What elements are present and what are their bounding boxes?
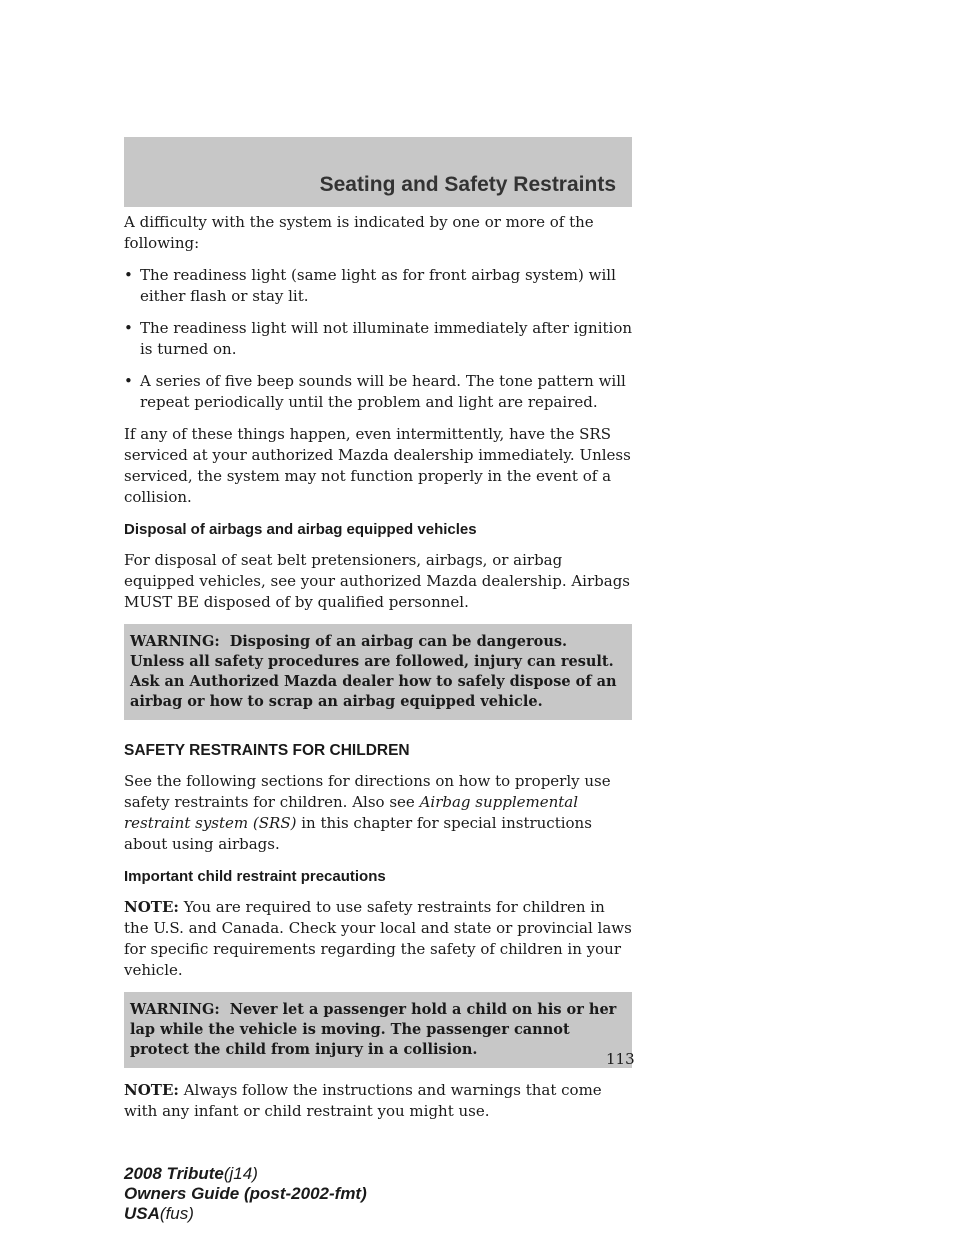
footer-model-code: (j14) (223, 1164, 258, 1183)
disposal-paragraph: For disposal of seat belt pretensioners, airbags, or airbag equipped vehicles, see your authorized Mazda dealership. Airbags MUST BE disposed of by qualified personnel. (124, 551, 630, 611)
footer-market-code: (fus) (159, 1204, 194, 1223)
bullet-icon: • (124, 319, 133, 337)
srs-section-reference: Airbag supplemental restraint system (SRS) (124, 793, 579, 832)
note-paragraph (124, 1080, 632, 1122)
warning-text: Never let a passenger hold a child on his or her lap while the vehicle is moving. The passenger cannot protect the child from injury in a collision. (130, 1001, 617, 1058)
note-text: Always follow the instructions and warnings that come with any infant or child restraint you might use. (124, 1081, 602, 1120)
footer-line (124, 1164, 367, 1184)
bullet-icon: • (124, 372, 133, 390)
footer-model: 2008 Tribute (124, 1164, 224, 1183)
precautions-heading: Important child restraint precautions (124, 868, 386, 885)
warning-label: WARNING: (130, 1001, 220, 1018)
children-paragraph (124, 771, 632, 855)
warning-box (124, 624, 632, 720)
section-title: Seating and Safety Restraints (319, 173, 616, 196)
warning-label: WARNING: (130, 633, 220, 650)
footer-line (124, 1184, 367, 1204)
bullet-icon: • (124, 266, 133, 284)
note-label: NOTE: (124, 1081, 179, 1099)
bullet-item (124, 318, 632, 360)
bullet-text: The readiness light (same light as for front airbag system) will either flash or stay lit. (140, 266, 616, 305)
bullet-text: The readiness light will not illuminate immediately after ignition is turned on. (140, 319, 633, 358)
note-text: You are required to use safety restraints for children in the U.S. and Canada. Check your local and state or provincial laws for specific requirements regarding the safety of children in your vehicle. (124, 898, 632, 979)
note-label: NOTE: (124, 898, 179, 916)
children-heading: SAFETY RESTRAINTS FOR CHILDREN (124, 742, 410, 759)
document-footer (124, 1164, 367, 1224)
disposal-heading: Disposal of airbags and airbag equipped vehicles (124, 521, 477, 538)
bullet-item (124, 265, 632, 307)
children-text-post: in this chapter for special instructions about using airbags. (124, 814, 592, 853)
footer-guide: Owners Guide (post-2002-fmt) (124, 1184, 367, 1203)
bullet-item (124, 371, 632, 413)
note-paragraph (124, 897, 632, 981)
footer-market: USA (124, 1204, 160, 1223)
intro-paragraph: A difficulty with the system is indicated by one or more of the following: (124, 213, 594, 252)
page-number: 113 (606, 1050, 635, 1068)
page-content (124, 212, 632, 1133)
footer-line (124, 1204, 367, 1224)
srs-paragraph: If any of these things happen, even intermittently, have the SRS serviced at your authorized Mazda dealership immediately. Unless serviced, the system may not function properly in the event of a collision. (124, 425, 631, 506)
warning-text: Disposing of an airbag can be dangerous. Unless all safety procedures are followed, injury can result. Ask an Authorized Mazda dealer how to safely dispose of an airbag or how to scrap an airbag equipped vehicle. (130, 633, 617, 710)
section-header-band (124, 137, 632, 207)
warning-box (124, 992, 632, 1068)
bullet-text: A series of five beep sounds will be heard. The tone pattern will repeat periodically until the problem and light are repaired. (140, 372, 626, 411)
children-text-pre: See the following sections for directions on how to properly use safety restraints for children. Also see (124, 772, 611, 811)
